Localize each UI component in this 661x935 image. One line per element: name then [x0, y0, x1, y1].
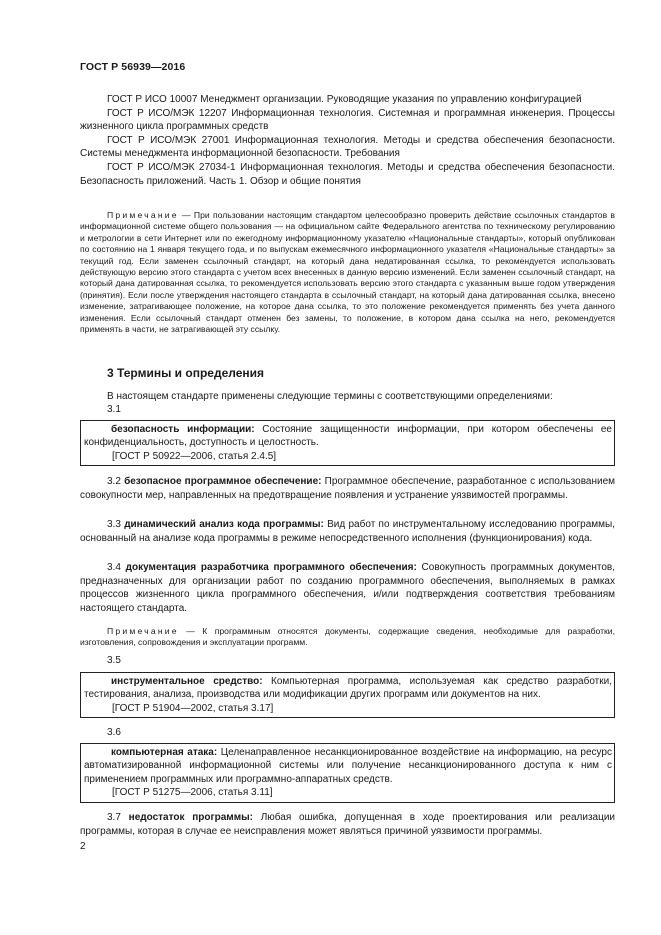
term-definition: Компьютерная программа, используемая как средство разработки, тестирования, анализа, производства или модификации других программ или документов на них. [84, 676, 612, 701]
term-definition: Совокупность программных документов, предназначенных для организации работ по созданию программного обеспечения, выполняемых в рамках процессов жизненного цикла программного обеспечения, и/или подтверждения соответствия требованиям настоящего стандарта. [80, 562, 615, 614]
term-name: безопасность информации: [111, 424, 255, 435]
term-box-3-6 [80, 743, 615, 803]
note-programs [80, 626, 615, 649]
term-number: 3.3 [107, 519, 121, 530]
page-header: ГОСТ Р 56939—2016 [80, 61, 186, 73]
term-number: 3.7 [107, 812, 121, 823]
note-text: — К программным относятся документы, содержащие сведения, необходимые для разработки, изготовления, сопровождения и эксплуатации программ. [80, 626, 615, 648]
reference-item: ГОСТ Р ИСО/МЭК 27034-1 Информационная технология. Методы и средства обеспечения безопасности. Безопасность приложений. Часть 1. Обзор и общие понятия [80, 161, 615, 187]
note-label: Примечание [107, 626, 179, 636]
term-name: динамический анализ кода программы: [124, 519, 324, 530]
term-3-7 [80, 811, 615, 838]
term-3-4 [80, 561, 615, 615]
reference-item: ГОСТ Р ИСО 10007 Менеджмент организации. Руководящие указания по управлению конфигурацией [107, 94, 582, 105]
section-intro [80, 390, 615, 404]
term-definition: Состояние защищенности информации, при котором обеспечены ее конфиденциальность, доступность и целостность. [84, 424, 612, 449]
term-number: 3.1 [107, 404, 121, 415]
note-text: — При пользовании настоящим стандартом целесообразно проверить действие ссылочных стандартов в информационной системе общего пользования — на официальном сайте Федерального агентства по техническому регулированию и метрологии в сети Интернет или по ежегодному информационному указателю «Национальные стандарты», который опубликован по состоянию на 1 января текущего года, и по выпускам ежемесячного информационного указателя «Национальные стандарты» за текущий год. Если заменен ссылочный стандарт, на который дана недатированная ссылка, то рекомендуется использовать действующую версию этого стандарта с учетом всех внесенных в данную версию изменений. Если заменен ссылочный стандарт, на который дана датированная ссылка, то рекомендуется использовать версию этого стандарта с указанным выше годом утверждения (принятия). Если после утверждения настоящего стандарта в ссылочный стандарт, на который дана датированная ссылка, внесено изменение, затрагивающее положение, на которое дана ссылка, то это положение рекомендуется применять без учета данного изменения. Если ссылочный стандарт отменен без замены, то положение, в котором дана ссылка на него, рекомендуется применять в части, не затрагивающей эту ссылку. [80, 210, 615, 335]
term-box-3-5 [80, 672, 615, 718]
normative-references [80, 93, 615, 188]
reference-item: ГОСТ Р ИСО/МЭК 12207 Информационная технология. Системная и программная инженерия. Процессы жизненного цикла программных средств [80, 107, 615, 133]
note-label: Примечание [107, 210, 179, 220]
term-definition: Любая ошибка, допущенная в ходе проектирования или реализации программы, которая в случае ее неисправления может являться причиной уязвимости программы. [80, 812, 615, 837]
term-definition: Целенаправленное несанкционированное воздействие на информацию, на ресурс автоматизированной информационной системы или получение несанкционированного доступа к ним с применением программных или программно-аппаратных средств. [84, 747, 612, 785]
section-title: 3 Термины и определения [107, 366, 265, 380]
term-3-2 [80, 475, 615, 502]
term-name: компьютерная атака: [111, 747, 218, 758]
term-source: [ГОСТ Р 50922—2006, статья 2.4.5] [112, 450, 277, 462]
term-number: 3.6 [107, 727, 121, 738]
term-source: [ГОСТ Р 51904—2002, статья 3.17] [112, 702, 274, 714]
term-definition: Вид работ по инструментальному исследованию программы, основанный на анализе кода программы в режиме непосредственного исполнения (функционирования) кода. [80, 519, 615, 544]
term-name: безопасное программное обеспечение: [124, 476, 322, 487]
term-number: 3.2 [107, 476, 121, 487]
term-name: недостаток программы: [128, 812, 253, 823]
page-number: 2 [80, 841, 86, 852]
term-source: [ГОСТ Р 51275—2006, статья 3.11] [112, 787, 273, 799]
term-3-3 [80, 518, 615, 545]
term-name: документация разработчика программного обеспечения: [125, 562, 417, 573]
note-references [80, 210, 615, 335]
term-number: 3.5 [107, 655, 121, 666]
term-number: 3.4 [107, 562, 121, 573]
term-box-3-1 [80, 420, 615, 466]
term-definition: Программное обеспечение, разработанное с использованием совокупности мер, направленных на предотвращение появления и устранение уязвимостей программы. [80, 476, 616, 501]
term-name: инструментальное средство: [111, 676, 263, 687]
reference-item: ГОСТ Р ИСО/МЭК 27001 Информационная технология. Методы и средства обеспечения безопасности. Системы менеджмента информационной безопасности. Требования [80, 134, 615, 160]
intro-text: В настоящем стандарте применены следующие термины с соответствующими определениями: [107, 391, 553, 402]
